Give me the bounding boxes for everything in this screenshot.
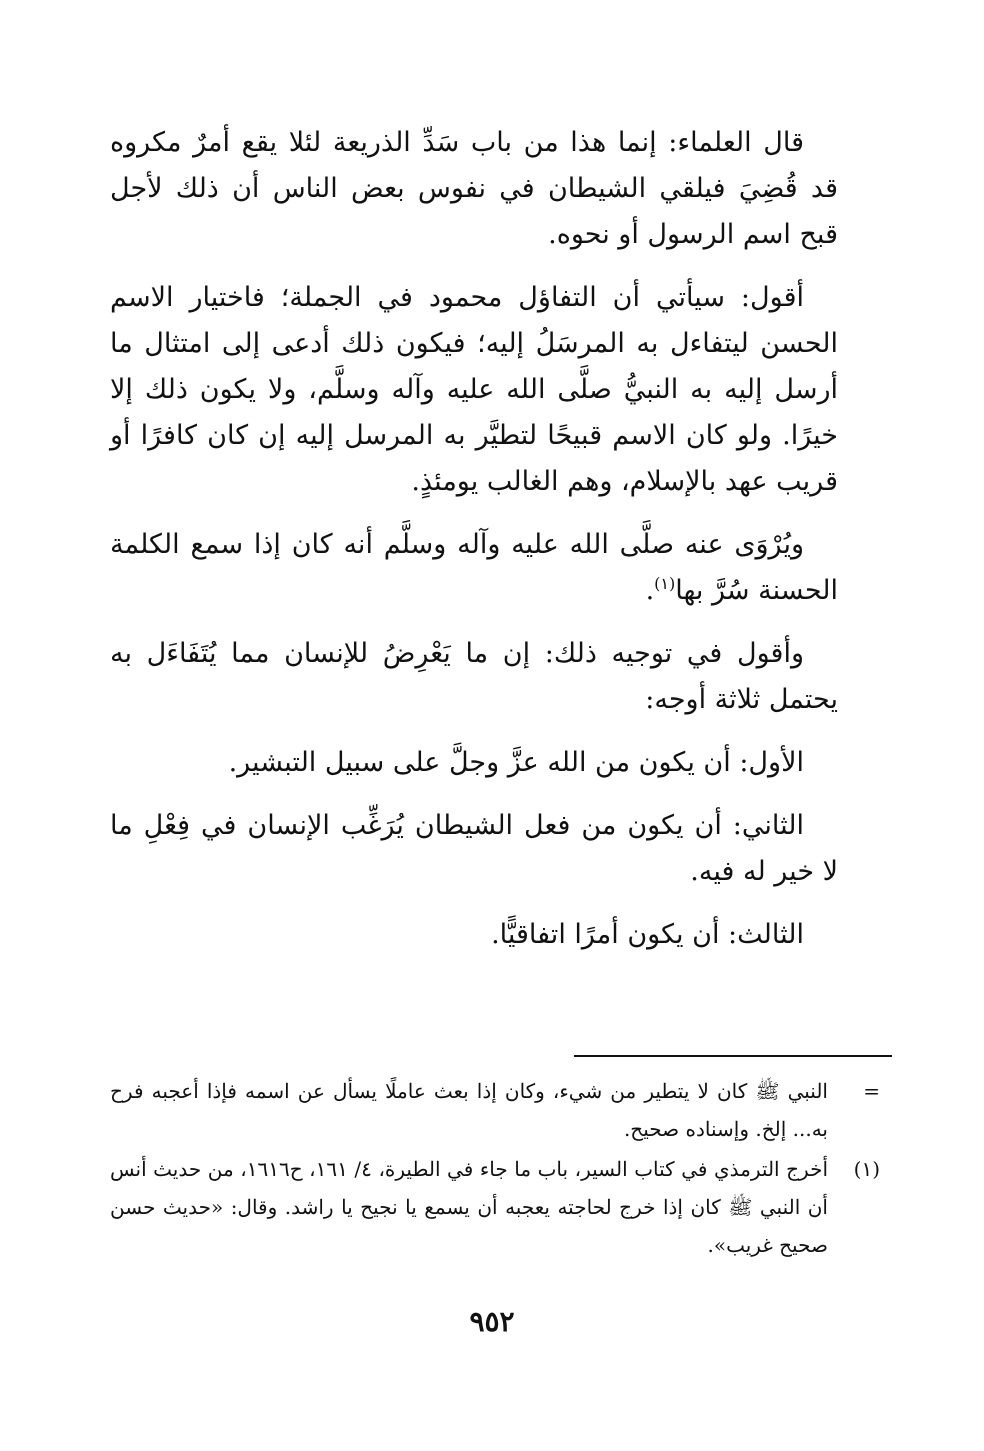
paragraph-5: الأول: أن يكون من الله عزَّ وجلَّ على سبيل التبشير. — [228, 747, 804, 778]
footnote-text: النبي ﷺ كان لا يتطير من شيء، وكان إذا بعث عاملًا يسأل عن اسمه فإذا أعجبه فرح به... إلخ. وإسناده صحيح. — [110, 1079, 828, 1141]
paragraph-2: أقول: سيأتي أن التفاؤل محمود في الجملة؛ فاختيار الاسم الحسن ليتفاءل به المرسَلُ إليه؛ فيكون ذلك أدعى إلى امتثال ما أرسل إليه به النبيُّ صلَّى الله عليه وآله وسلَّم، ولا يكون ذلك إلا خيرًا. ولو كان الاسم قبيحًا لتطيَّر به المرسل إليه إن كان كافرًا أو قريب عهد بالإسلام، وهم الغالب يومئذٍ. — [110, 282, 838, 497]
footnote-1 — [110, 1150, 880, 1264]
footnote-mark: (١) — [853, 1157, 880, 1181]
footnote-reference: (١) — [654, 574, 676, 593]
paragraph-6: الثاني: أن يكون من فعل الشيطان يُرَغِّب الإنسان في فِعْلِ ما لا خير له فيه. — [110, 810, 838, 887]
paragraph-7: الثالث: أن يكون أمرًا اتفاقيًّا. — [491, 919, 804, 950]
paragraph-3 — [110, 522, 838, 614]
paragraph-3-end: . — [645, 575, 655, 606]
footnote-mark: = — [863, 1079, 880, 1103]
footnote-text: أخرج الترمذي في كتاب السير، باب ما جاء في الطيرة، ٤/ ١٦١، ح١٦١٦، من حديث أنس أن النبي ﷺ كان إذا خرج لحاجته يعجبه أن يسمع يا نجيح يا راشد. وقال: «حديث حسن صحيح غريب». — [110, 1157, 829, 1257]
page-number: ٩٥٢ — [469, 1305, 515, 1338]
footnote-continued — [110, 1072, 880, 1148]
paragraph-3-text: ويُرْوَى عنه صلَّى الله عليه وآله وسلَّم أنه كان إذا سمع الكلمة الحسنة سُرَّ بها — [110, 529, 838, 606]
footnotes — [110, 1072, 880, 1266]
footnote-separator — [574, 1055, 892, 1057]
paragraph-4: وأقول في توجيه ذلك: إن ما يَعْرِضُ للإنسان مما يُتَفَاءَل به يحتمل ثلاثة أوجه: — [110, 638, 838, 715]
paragraph-1: قال العلماء: إنما هذا من باب سَدِّ الذريعة لئلا يقع أمرٌ مكروه قد قُضِيَ فيلقي الشيطان في نفوس بعض الناس أن ذلك لأجل قبح اسم الرسول أو نحوه. — [110, 127, 838, 250]
main-text — [110, 120, 838, 975]
